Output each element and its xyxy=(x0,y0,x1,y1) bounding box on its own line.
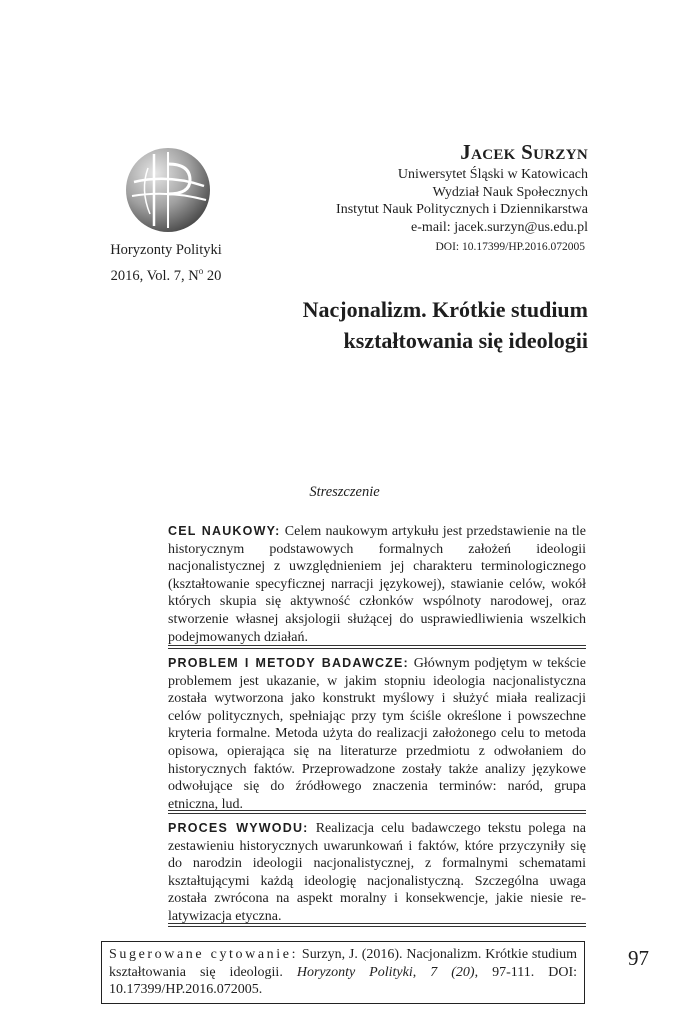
citation-volume: 7 (20) xyxy=(430,964,475,980)
title-line-2: kształtowania się ideologii xyxy=(343,328,588,353)
author-email[interactable]: e-mail: jacek.surzyn@us.edu.pl xyxy=(411,219,588,235)
affiliation-faculty: Wydział Nauk Społecznych xyxy=(432,184,588,200)
abstract-section-argument xyxy=(168,820,586,926)
article-title xyxy=(168,294,588,356)
title-line-1: Nacjonalizm. Krótkie studium xyxy=(302,297,588,322)
section-label: PROBLEM I METODY BADAWCZE: xyxy=(168,656,409,670)
section-text: Głównym podjętym w tekście problemem jest ukazanie, w jakim stopniu ideologia nacjonalistyczna została wytworzona jako konstrukt myślowy i służyć miała realizacji celów politycznych, spełniając przy tym ściśle określone i powszechne kryteria formalne. Metoda użyta do realizacji założonego celu to metoda opisowa, opierająca się na literaturze przedmiotu z odwołaniem do historycznych faktów. Przeprowadzone zostały także analizy językowe odwołujące się do źródłowego znaczenia terminów: naród, grupa etniczna, lud. xyxy=(168,656,586,812)
section-text: Realizacja celu badawczego tekstu polega na zestawieniu historycznych uwarunkowań i faktów, które przyczyniły się do narodzin ideologii nacjonalistycznej, z formalnymi schematami kształtującymi każdą ideologię nacjonalistyczną. Szczególna uwaga została zwrócona na aspekt moralny i konsekwencje, jakie niesie relatywizacja etyczna. xyxy=(168,821,587,924)
page-number: 97 xyxy=(628,946,649,970)
citation-journal: Horyzonty Polityki xyxy=(296,964,413,980)
abstract-section-aim xyxy=(168,523,586,646)
article-doi[interactable]: DOI: 10.17399/HP.2016.072005 xyxy=(435,241,585,253)
section-label: PROCES WYWODU: xyxy=(168,821,309,835)
section-label: CEL NAUKOWY: xyxy=(168,524,281,538)
author-name: Jacek Surzyn xyxy=(460,140,588,164)
section-text: Celem naukowym artykułu jest przedstawienie na tle historycznym podstawowych formalnych założeń ideologii nacjonalistycznej z uwzględnieniem jej charakteru terminologicznego (kształtowanie specyficznej narracji językowej), stawianie celów, wokół których skupia się aktywność członków wspólnoty narodowej, oraz stworzenie własnej aksjologii służącej do usprawiedliwienia wszelkich podejmowanych działań. xyxy=(168,524,586,645)
author-block xyxy=(188,138,588,253)
abstract-section-methods xyxy=(168,655,586,813)
affiliation-university: Uniwersytet Śląski w Katowicach xyxy=(397,167,588,182)
section-divider xyxy=(168,810,586,814)
affiliation-institute: Instytut Nauk Politycznych i Dziennikarstwa xyxy=(336,202,588,217)
section-divider xyxy=(168,645,586,649)
journal-name: Horyzonty Polityki xyxy=(110,242,222,258)
suggested-citation-box: Sugerowane cytowanie: Surzyn, J. (2016). Nacjonalizm. Krótkie studium kształtowania się ideologii. Horyzonty Polityki, 7 (20), 97-111. DOI: 10.17399/HP.2016.072005. xyxy=(101,941,585,1004)
section-divider xyxy=(168,923,586,927)
abstract-heading: Streszczenie xyxy=(309,484,380,500)
journal-issue: 2016, Vol. 7, $N^o$ 20 xyxy=(110,266,222,284)
citation-label: Sugerowane cytowanie: xyxy=(109,947,299,962)
